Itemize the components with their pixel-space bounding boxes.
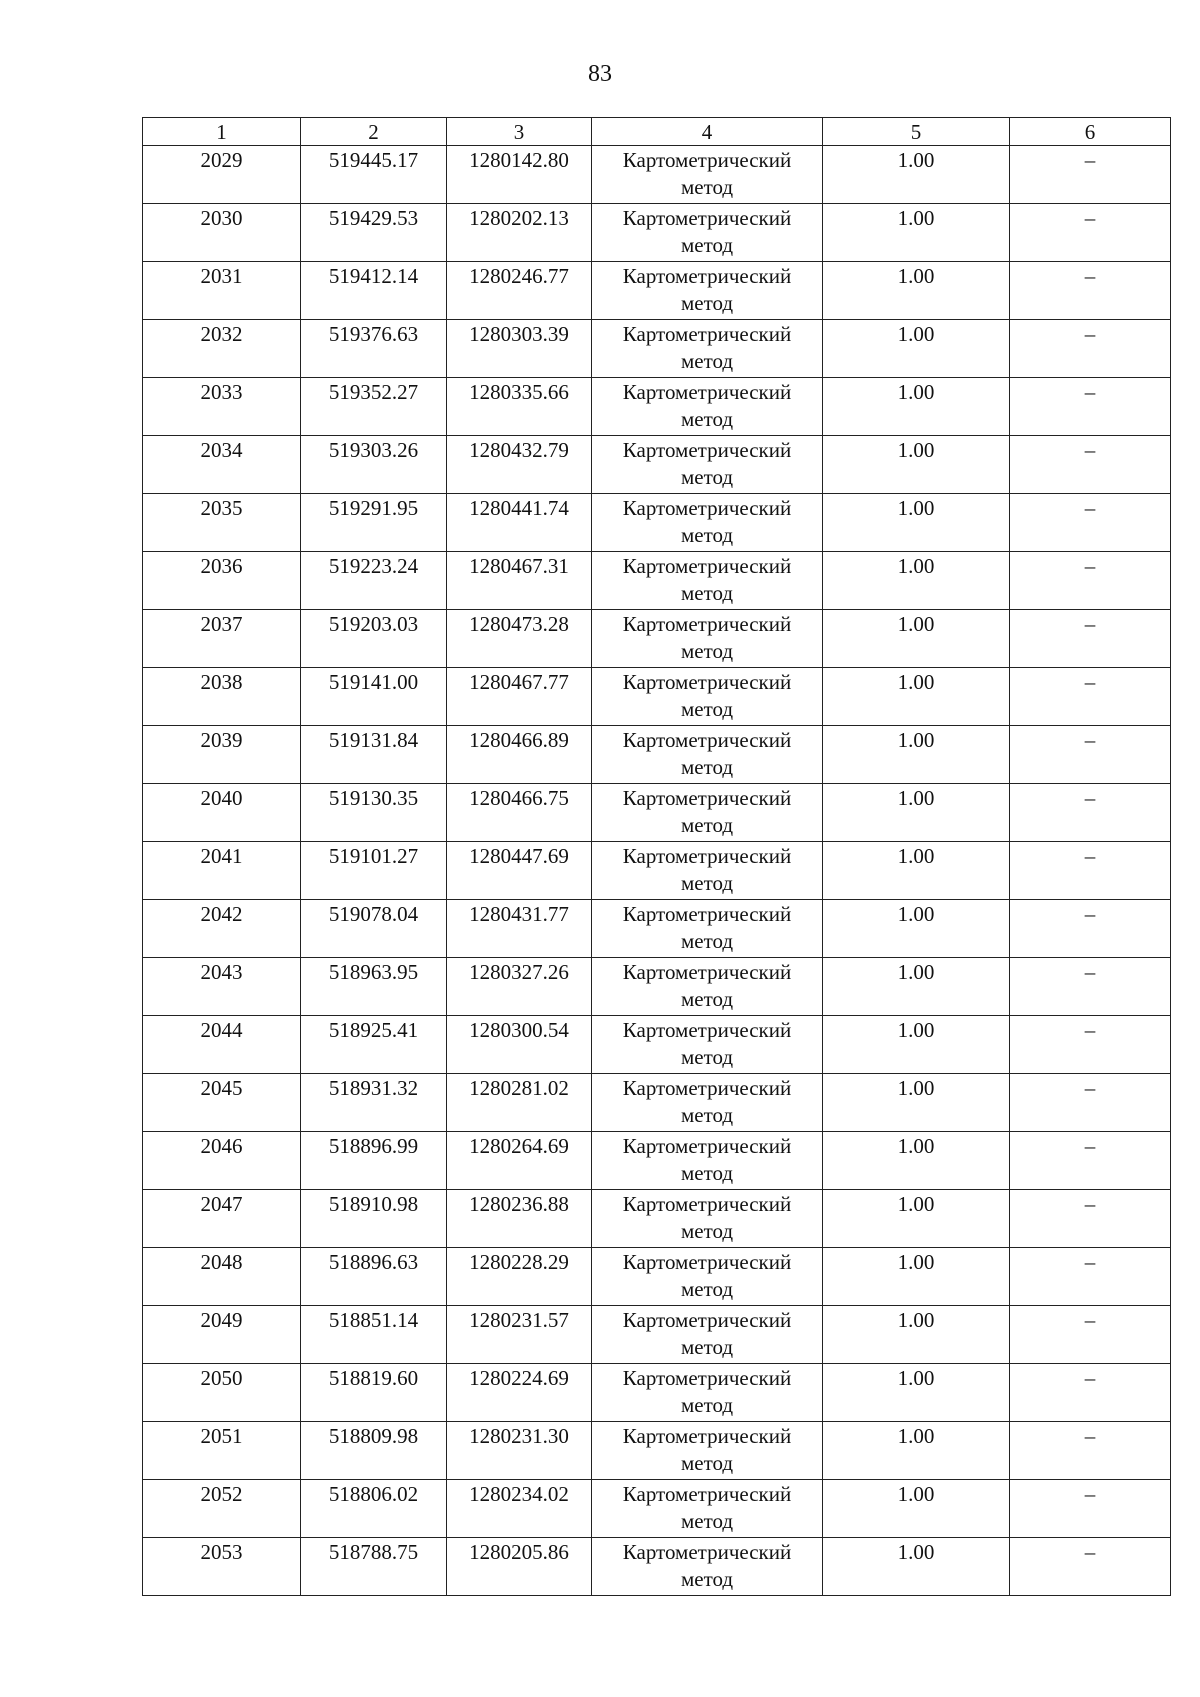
accuracy-cell: 1.00 [823, 1132, 1010, 1190]
accuracy-cell: 1.00 [823, 1422, 1010, 1480]
method-line-1: Картометрический [622, 1540, 792, 1564]
point-number-cell: 2042 [143, 900, 301, 958]
accuracy-cell: 1.00 [823, 146, 1010, 204]
method-cell [592, 552, 823, 610]
table-row [143, 1306, 1171, 1364]
method-cell [592, 320, 823, 378]
method-line-2: метод [680, 987, 734, 1011]
method-line-1: Картометрический [622, 844, 792, 868]
y-coordinate-cell: 1280202.13 [447, 204, 592, 262]
method-cell [592, 668, 823, 726]
method-cell [592, 1480, 823, 1538]
note-cell: – [1010, 1248, 1171, 1306]
table-row [143, 784, 1171, 842]
method-line-2: метод [680, 1161, 734, 1185]
method-line-1: Картометрический [622, 1018, 792, 1042]
method-line-2: метод [680, 407, 734, 431]
accuracy-cell: 1.00 [823, 1190, 1010, 1248]
method-line-2: метод [680, 697, 734, 721]
table-row [143, 1074, 1171, 1132]
method-cell [592, 726, 823, 784]
table-row [143, 1480, 1171, 1538]
point-number-cell: 2033 [143, 378, 301, 436]
x-coordinate-cell: 519203.03 [301, 610, 447, 668]
method-line-1: Картометрический [622, 1424, 792, 1448]
note-cell: – [1010, 1480, 1171, 1538]
y-coordinate-cell: 1280281.02 [447, 1074, 592, 1132]
point-number-cell: 2030 [143, 204, 301, 262]
x-coordinate-cell: 518809.98 [301, 1422, 447, 1480]
table-row [143, 610, 1171, 668]
table-row [143, 146, 1171, 204]
table-row [143, 1248, 1171, 1306]
accuracy-cell: 1.00 [823, 204, 1010, 262]
y-coordinate-cell: 1280466.75 [447, 784, 592, 842]
header-cell-1: 1 [143, 118, 301, 146]
x-coordinate-cell: 519303.26 [301, 436, 447, 494]
method-line-1: Картометрический [622, 1250, 792, 1274]
accuracy-cell: 1.00 [823, 1248, 1010, 1306]
method-cell [592, 146, 823, 204]
point-number-cell: 2048 [143, 1248, 301, 1306]
accuracy-cell: 1.00 [823, 900, 1010, 958]
method-line-2: метод [680, 755, 734, 779]
table-row [143, 1132, 1171, 1190]
method-cell [592, 204, 823, 262]
table-row [143, 1422, 1171, 1480]
method-cell [592, 1132, 823, 1190]
method-cell [592, 1422, 823, 1480]
note-cell: – [1010, 1306, 1171, 1364]
method-line-1: Картометрический [622, 1134, 792, 1158]
x-coordinate-cell: 519141.00 [301, 668, 447, 726]
method-line-1: Картометрический [622, 728, 792, 752]
method-line-2: метод [680, 813, 734, 837]
method-cell [592, 958, 823, 1016]
y-coordinate-cell: 1280466.89 [447, 726, 592, 784]
x-coordinate-cell: 518819.60 [301, 1364, 447, 1422]
method-line-1: Картометрический [622, 438, 792, 462]
point-number-cell: 2035 [143, 494, 301, 552]
point-number-cell: 2052 [143, 1480, 301, 1538]
y-coordinate-cell: 1280231.30 [447, 1422, 592, 1480]
table-row [143, 842, 1171, 900]
y-coordinate-cell: 1280300.54 [447, 1016, 592, 1074]
note-cell: – [1010, 494, 1171, 552]
accuracy-cell: 1.00 [823, 668, 1010, 726]
method-line-1: Картометрический [622, 902, 792, 926]
point-number-cell: 2031 [143, 262, 301, 320]
coordinates-table [142, 117, 1171, 1596]
method-cell [592, 1538, 823, 1596]
note-cell: – [1010, 378, 1171, 436]
method-line-1: Картометрический [622, 786, 792, 810]
accuracy-cell: 1.00 [823, 1480, 1010, 1538]
method-line-2: метод [680, 1219, 734, 1243]
x-coordinate-cell: 519429.53 [301, 204, 447, 262]
note-cell: – [1010, 1538, 1171, 1596]
point-number-cell: 2049 [143, 1306, 301, 1364]
method-cell [592, 610, 823, 668]
x-coordinate-cell: 518788.75 [301, 1538, 447, 1596]
point-number-cell: 2050 [143, 1364, 301, 1422]
note-cell: – [1010, 1132, 1171, 1190]
method-line-1: Картометрический [622, 496, 792, 520]
accuracy-cell: 1.00 [823, 320, 1010, 378]
accuracy-cell: 1.00 [823, 726, 1010, 784]
method-line-1: Картометрический [622, 960, 792, 984]
accuracy-cell: 1.00 [823, 494, 1010, 552]
x-coordinate-cell: 518851.14 [301, 1306, 447, 1364]
method-line-1: Картометрический [622, 554, 792, 578]
note-cell: – [1010, 552, 1171, 610]
method-cell [592, 436, 823, 494]
table-row [143, 1364, 1171, 1422]
x-coordinate-cell: 519131.84 [301, 726, 447, 784]
note-cell: – [1010, 1016, 1171, 1074]
point-number-cell: 2036 [143, 552, 301, 610]
method-line-1: Картометрический [622, 322, 792, 346]
note-cell: – [1010, 436, 1171, 494]
method-line-2: метод [680, 1451, 734, 1475]
y-coordinate-cell: 1280264.69 [447, 1132, 592, 1190]
accuracy-cell: 1.00 [823, 552, 1010, 610]
y-coordinate-cell: 1280473.28 [447, 610, 592, 668]
table-row [143, 1190, 1171, 1248]
x-coordinate-cell: 519130.35 [301, 784, 447, 842]
method-line-2: метод [680, 291, 734, 315]
accuracy-cell: 1.00 [823, 436, 1010, 494]
note-cell: – [1010, 146, 1171, 204]
x-coordinate-cell: 518806.02 [301, 1480, 447, 1538]
method-cell [592, 784, 823, 842]
method-line-2: метод [680, 175, 734, 199]
note-cell: – [1010, 204, 1171, 262]
page-number: 83 [588, 61, 612, 87]
point-number-cell: 2047 [143, 1190, 301, 1248]
y-coordinate-cell: 1280431.77 [447, 900, 592, 958]
table-row [143, 436, 1171, 494]
method-cell [592, 1306, 823, 1364]
note-cell: – [1010, 1190, 1171, 1248]
y-coordinate-cell: 1280142.80 [447, 146, 592, 204]
y-coordinate-cell: 1280246.77 [447, 262, 592, 320]
header-cell-2: 2 [301, 118, 447, 146]
method-line-2: метод [680, 1277, 734, 1301]
point-number-cell: 2040 [143, 784, 301, 842]
x-coordinate-cell: 519412.14 [301, 262, 447, 320]
y-coordinate-cell: 1280432.79 [447, 436, 592, 494]
method-cell [592, 378, 823, 436]
table-header [143, 118, 1171, 146]
point-number-cell: 2053 [143, 1538, 301, 1596]
note-cell: – [1010, 262, 1171, 320]
method-line-2: метод [680, 1393, 734, 1417]
method-line-1: Картометрический [622, 1366, 792, 1390]
note-cell: – [1010, 842, 1171, 900]
accuracy-cell: 1.00 [823, 958, 1010, 1016]
method-line-2: метод [680, 1509, 734, 1533]
method-line-2: метод [680, 1335, 734, 1359]
header-row [143, 118, 1171, 146]
point-number-cell: 2051 [143, 1422, 301, 1480]
method-line-2: метод [680, 523, 734, 547]
x-coordinate-cell: 518910.98 [301, 1190, 447, 1248]
method-line-1: Картометрический [622, 1482, 792, 1506]
y-coordinate-cell: 1280228.29 [447, 1248, 592, 1306]
method-line-1: Картометрический [622, 612, 792, 636]
table-row [143, 552, 1171, 610]
method-line-1: Картометрический [622, 148, 792, 172]
method-cell [592, 1190, 823, 1248]
method-line-2: метод [680, 349, 734, 373]
method-line-2: метод [680, 465, 734, 489]
x-coordinate-cell: 518896.99 [301, 1132, 447, 1190]
x-coordinate-cell: 519223.24 [301, 552, 447, 610]
note-cell: – [1010, 1074, 1171, 1132]
table-row [143, 262, 1171, 320]
accuracy-cell: 1.00 [823, 1074, 1010, 1132]
y-coordinate-cell: 1280231.57 [447, 1306, 592, 1364]
note-cell: – [1010, 726, 1171, 784]
table-row [143, 726, 1171, 784]
y-coordinate-cell: 1280205.86 [447, 1538, 592, 1596]
method-line-2: метод [680, 639, 734, 663]
note-cell: – [1010, 610, 1171, 668]
note-cell: – [1010, 958, 1171, 1016]
point-number-cell: 2037 [143, 610, 301, 668]
point-number-cell: 2039 [143, 726, 301, 784]
accuracy-cell: 1.00 [823, 610, 1010, 668]
y-coordinate-cell: 1280447.69 [447, 842, 592, 900]
method-line-2: метод [680, 929, 734, 953]
point-number-cell: 2046 [143, 1132, 301, 1190]
x-coordinate-cell: 518896.63 [301, 1248, 447, 1306]
table-row [143, 1538, 1171, 1596]
x-coordinate-cell: 518925.41 [301, 1016, 447, 1074]
y-coordinate-cell: 1280234.02 [447, 1480, 592, 1538]
y-coordinate-cell: 1280467.31 [447, 552, 592, 610]
method-line-1: Картометрический [622, 380, 792, 404]
method-line-1: Картометрический [622, 1076, 792, 1100]
point-number-cell: 2032 [143, 320, 301, 378]
point-number-cell: 2041 [143, 842, 301, 900]
method-line-2: метод [680, 1103, 734, 1127]
x-coordinate-cell: 519352.27 [301, 378, 447, 436]
accuracy-cell: 1.00 [823, 1538, 1010, 1596]
point-number-cell: 2038 [143, 668, 301, 726]
header-cell-5: 5 [823, 118, 1010, 146]
point-number-cell: 2044 [143, 1016, 301, 1074]
x-coordinate-cell: 518963.95 [301, 958, 447, 1016]
method-cell [592, 900, 823, 958]
header-cell-4: 4 [592, 118, 823, 146]
note-cell: – [1010, 320, 1171, 378]
point-number-cell: 2029 [143, 146, 301, 204]
method-line-1: Картометрический [622, 264, 792, 288]
accuracy-cell: 1.00 [823, 378, 1010, 436]
method-cell [592, 1364, 823, 1422]
table-row [143, 958, 1171, 1016]
note-cell: – [1010, 1364, 1171, 1422]
x-coordinate-cell: 519376.63 [301, 320, 447, 378]
table-row [143, 668, 1171, 726]
method-cell [592, 1074, 823, 1132]
method-line-2: метод [680, 1045, 734, 1069]
method-cell [592, 1248, 823, 1306]
accuracy-cell: 1.00 [823, 1364, 1010, 1422]
y-coordinate-cell: 1280327.26 [447, 958, 592, 1016]
method-cell [592, 1016, 823, 1074]
y-coordinate-cell: 1280335.66 [447, 378, 592, 436]
y-coordinate-cell: 1280467.77 [447, 668, 592, 726]
table-row [143, 900, 1171, 958]
x-coordinate-cell: 519101.27 [301, 842, 447, 900]
method-line-1: Картометрический [622, 1192, 792, 1216]
header-cell-6: 6 [1010, 118, 1171, 146]
table-row [143, 320, 1171, 378]
note-cell: – [1010, 784, 1171, 842]
x-coordinate-cell: 519078.04 [301, 900, 447, 958]
method-line-1: Картометрический [622, 670, 792, 694]
x-coordinate-cell: 518931.32 [301, 1074, 447, 1132]
x-coordinate-cell: 519445.17 [301, 146, 447, 204]
point-number-cell: 2043 [143, 958, 301, 1016]
note-cell: – [1010, 1422, 1171, 1480]
point-number-cell: 2045 [143, 1074, 301, 1132]
coordinates-table-container [142, 117, 1170, 1596]
table-row [143, 204, 1171, 262]
y-coordinate-cell: 1280236.88 [447, 1190, 592, 1248]
x-coordinate-cell: 519291.95 [301, 494, 447, 552]
y-coordinate-cell: 1280303.39 [447, 320, 592, 378]
table-row [143, 378, 1171, 436]
method-line-1: Картометрический [622, 206, 792, 230]
method-line-1: Картометрический [622, 1308, 792, 1332]
method-cell [592, 842, 823, 900]
method-line-2: метод [680, 581, 734, 605]
method-cell [592, 494, 823, 552]
method-line-2: метод [680, 233, 734, 257]
header-cell-3: 3 [447, 118, 592, 146]
method-cell [592, 262, 823, 320]
note-cell: – [1010, 900, 1171, 958]
method-line-2: метод [680, 1567, 734, 1591]
y-coordinate-cell: 1280224.69 [447, 1364, 592, 1422]
accuracy-cell: 1.00 [823, 1306, 1010, 1364]
table-row [143, 1016, 1171, 1074]
accuracy-cell: 1.00 [823, 784, 1010, 842]
note-cell: – [1010, 668, 1171, 726]
y-coordinate-cell: 1280441.74 [447, 494, 592, 552]
accuracy-cell: 1.00 [823, 842, 1010, 900]
method-line-2: метод [680, 871, 734, 895]
accuracy-cell: 1.00 [823, 262, 1010, 320]
accuracy-cell: 1.00 [823, 1016, 1010, 1074]
point-number-cell: 2034 [143, 436, 301, 494]
table-row [143, 494, 1171, 552]
table-body [143, 146, 1171, 1596]
